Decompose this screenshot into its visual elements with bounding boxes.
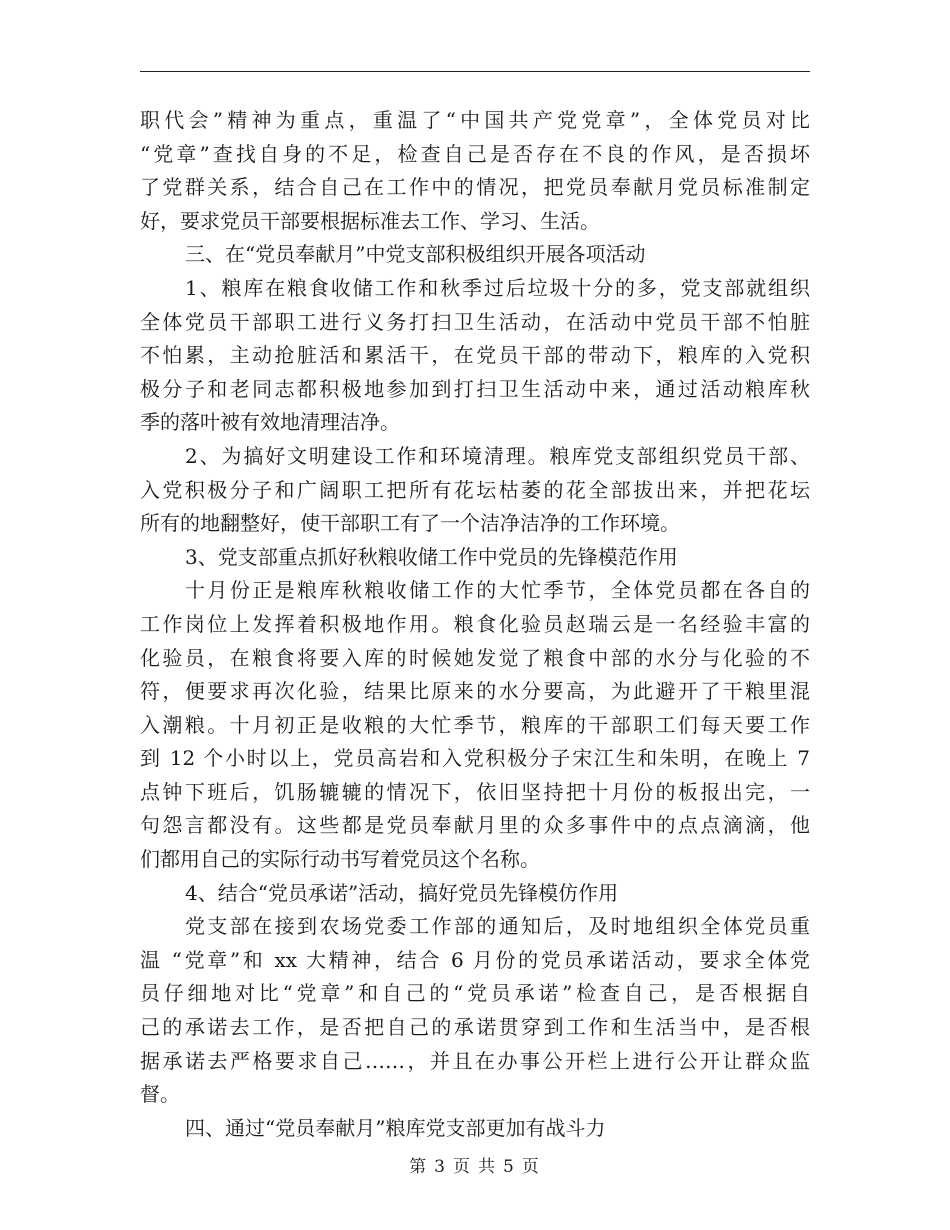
text-line: 入潮粮。十月初正是收粮的大忙季节，粮库的干部职工们每天要工作 <box>140 712 810 737</box>
text-line: 己的承诺去工作，是否把自己的承诺贯穿到工作和生活当中，是否根 <box>140 1015 810 1040</box>
text-line: 好，要求党员干部要根据标准去工作、学习、生活。 <box>140 208 600 233</box>
document-body <box>140 104 810 1145</box>
header-rule <box>140 71 810 72</box>
text-line: 十月份正是粮库秋粮收储工作的大忙季节，全体党员都在各自的 <box>185 578 810 603</box>
text-line: 极分子和老同志都积极地参加到打扫卫生活动中来，通过活动粮库秋 <box>140 376 810 401</box>
text-line: 据承诺去严格要求自己……，并且在办事公开栏上进行公开让群众监 <box>140 1048 810 1073</box>
text-line: 工作岗位上发挥着积极地作用。粮食化验员赵瑞云是一名经验丰富的 <box>140 611 810 636</box>
text-line: 督。 <box>140 1082 180 1107</box>
text-line: 1、粮库在粮食收储工作和秋季过后垃圾十分的多，党支部就组织 <box>185 275 810 300</box>
text-line: 党支部在接到农场党委工作部的通知后，及时地组织全体党员重 <box>185 914 810 939</box>
footer-current-page: 3 <box>434 1157 447 1177</box>
text-line: 温 “党章”和 xx 大精神，结合 6 月份的党员承诺活动，要求全体党 <box>140 947 810 972</box>
text-line: 季的落叶被有效地清理洁净。 <box>140 410 400 435</box>
text-line: 三、在“党员奉献月”中党支部积极组织开展各项活动 <box>185 242 646 267</box>
text-line: 不怕累，主动抢脏活和累活干，在党员干部的带动下，粮库的入党积 <box>140 343 810 368</box>
page-footer <box>0 1152 950 1177</box>
text-line: 符，便要求再次化验，结果比原来的水分要高，为此避开了干粮里混 <box>140 679 810 704</box>
text-line: 们都用自己的实际行动书写着党员这个名称。 <box>140 847 540 872</box>
text-line: 员仔细地对比“党章”和自己的“党员承诺”检查自己，是否根据自 <box>140 981 810 1006</box>
text-line: 四、通过“党员奉献月”粮库党支部更加有战斗力 <box>185 1115 606 1140</box>
text-line: “党章”查找自身的不足，检查自己是否存在不良的作风，是否损坏 <box>140 141 810 166</box>
text-line: 2、为搞好文明建设工作和环境清理。粮库党支部组织党员干部、 <box>185 443 810 468</box>
footer-label-di: 第 <box>409 1157 429 1177</box>
text-line: 所有的地翻整好，使干部职工有了一个洁净洁净的工作环境。 <box>140 511 680 536</box>
footer-label-gong: 共 <box>478 1157 497 1177</box>
text-line: 4、结合“党员承诺”活动，搞好党员先锋模仿作用 <box>185 880 619 905</box>
text-line: 化验员，在粮食将要入库的时候她发觉了粮食中部的水分与化验的不 <box>140 645 810 670</box>
text-line: 句怨言都没有。这些都是党员奉献月里的众多事件中的点点滴滴，他 <box>140 813 810 838</box>
text-line: 点钟下班后，饥肠辘辘的情况下，依旧坚持把十月份的板报出完，一 <box>140 779 810 804</box>
footer-label-ye: 页 <box>453 1157 472 1177</box>
footer-total-pages: 5 <box>503 1157 516 1177</box>
text-line: 3、党支部重点抓好秋粮收储工作中党员的先锋模范作用 <box>185 544 678 569</box>
text-line: 到 12 个小时以上，党员高岩和入党积极分子宋江生和朱明，在晚上 7 <box>140 746 810 771</box>
text-line: 职代会”精神为重点，重温了“中国共产党党章”，全体党员对比 <box>140 108 810 132</box>
footer-label-ye-end: 页 <box>521 1157 541 1177</box>
text-line: 了党群关系，结合自己在工作中的情况，把党员奉献月党员标准制定 <box>140 175 810 200</box>
text-line: 全体党员干部职工进行义务打扫卫生活动，在活动中党员干部不怕脏 <box>140 309 810 334</box>
text-line: 入党积极分子和广阔职工把所有花坛枯萎的花全部拔出来，并把花坛 <box>140 477 810 502</box>
